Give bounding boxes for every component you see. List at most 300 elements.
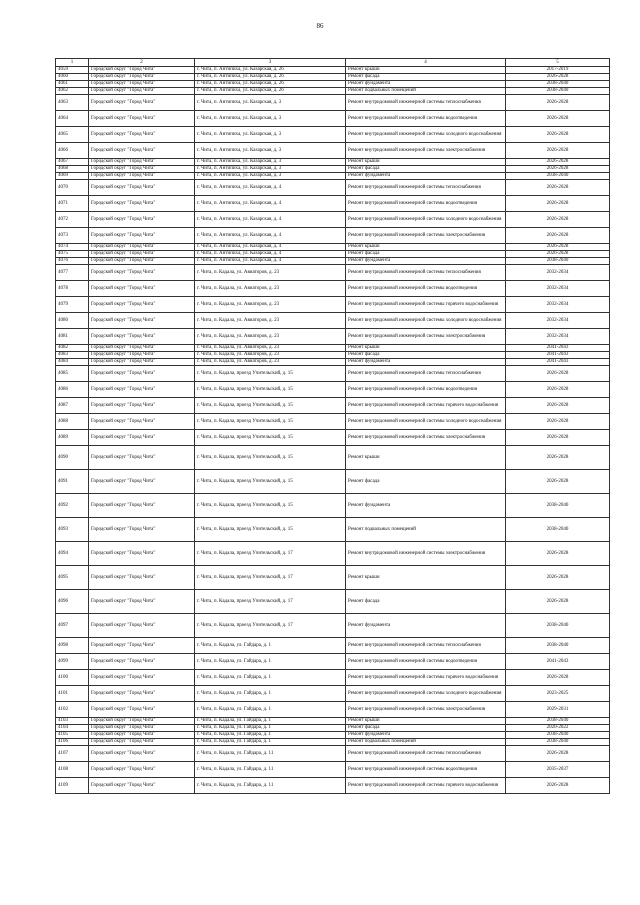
address-cell: г. Чита, п. Кадала, проезд Учительский, д. 17	[195, 542, 346, 566]
address-cell: г. Чита, п. Кадала, ул. Гайдара, д. 1	[195, 702, 346, 718]
address-cell: г. Чита, п. Кадала, ул. Гайдара, д. 11	[195, 778, 346, 794]
period-cell: 2026-2028	[506, 542, 610, 566]
work-type-cell: Ремонт фасада	[346, 166, 506, 173]
table-row	[56, 159, 610, 166]
table-row	[56, 590, 610, 614]
column-number: 1	[56, 59, 89, 67]
table-row	[56, 446, 610, 470]
table-row	[56, 762, 610, 778]
column-number-row	[56, 59, 610, 67]
work-type-cell: Ремонт внутридомовой инженерной системы электроснабжения	[346, 228, 506, 244]
period-cell: 2026-2028	[506, 111, 610, 127]
record-number-cell: 4067	[56, 159, 89, 166]
table-row	[56, 313, 610, 329]
record-number-cell: 4063	[56, 95, 89, 111]
table-row	[56, 329, 610, 345]
record-number-cell: 4106	[56, 739, 89, 746]
table-row	[56, 398, 610, 414]
period-cell: 2026-2028	[506, 166, 610, 173]
record-number-cell: 4069	[56, 173, 89, 180]
work-type-cell: Ремонт фундамента	[346, 614, 506, 638]
record-number-cell: 4087	[56, 398, 89, 414]
record-number-cell: 4092	[56, 494, 89, 518]
period-cell: 2026-2028	[506, 590, 610, 614]
record-number-cell: 4101	[56, 686, 89, 702]
work-type-cell: Ремонт внутридомовой инженерной системы холодного водоснабжения	[346, 686, 506, 702]
municipality-cell: Городской округ "Город Чита"	[89, 566, 195, 590]
table-row	[56, 251, 610, 258]
municipality-cell: Городской округ "Город Чита"	[89, 127, 195, 143]
municipality-cell: Городской округ "Город Чита"	[89, 228, 195, 244]
table-row	[56, 228, 610, 244]
period-cell: 2026-2028	[506, 470, 610, 494]
table-row	[56, 732, 610, 739]
work-type-cell: Ремонт внутридомовой инженерной системы водоотведения	[346, 281, 506, 297]
work-type-cell: Ремонт внутридомовой инженерной системы горячего водоснабжения	[346, 297, 506, 313]
period-cell: 2026-2028	[506, 159, 610, 166]
municipality-cell: Городской округ "Город Чита"	[89, 762, 195, 778]
table-row	[56, 258, 610, 265]
period-cell: 2026-2028	[506, 74, 610, 81]
work-type-cell: Ремонт фундамента	[346, 258, 506, 265]
period-cell: 2026-2028	[506, 746, 610, 762]
address-cell: г. Чита, п. Кадала, ул. Гайдара, д. 1	[195, 654, 346, 670]
work-type-cell: Ремонт фундамента	[346, 81, 506, 88]
record-number-cell: 4064	[56, 111, 89, 127]
period-cell: 2026-2028	[506, 143, 610, 159]
record-number-cell: 4107	[56, 746, 89, 762]
municipality-cell: Городской округ "Город Чита"	[89, 329, 195, 345]
work-type-cell: Ремонт внутридомовой инженерной системы горячего водоснабжения	[346, 670, 506, 686]
municipality-cell: Городской округ "Город Чита"	[89, 638, 195, 654]
record-number-cell: 4072	[56, 212, 89, 228]
period-cell: 2032-2034	[506, 281, 610, 297]
work-type-cell: Ремонт внутридомовой инженерной системы холодного водоснабжения	[346, 313, 506, 329]
period-cell: 2026-2028	[506, 670, 610, 686]
period-cell: 2026-2028	[506, 430, 610, 446]
period-cell: 2032-2034	[506, 313, 610, 329]
work-type-cell: Ремонт внутридомовой инженерной системы электроснабжения	[346, 143, 506, 159]
work-type-cell: Ремонт внутридомовой инженерной системы электроснабжения	[346, 702, 506, 718]
record-number-cell: 4082	[56, 345, 89, 352]
address-cell: г. Чита, п. Кадала, проезд Учительский, д. 15	[195, 430, 346, 446]
municipality-cell: Городской округ "Город Чита"	[89, 494, 195, 518]
record-number-cell: 4105	[56, 732, 89, 739]
municipality-cell: Городской округ "Город Чита"	[89, 313, 195, 329]
column-number: 3	[195, 59, 346, 67]
municipality-cell: Городской округ "Город Чита"	[89, 518, 195, 542]
work-type-cell: Ремонт фасада	[346, 725, 506, 732]
table-row	[56, 518, 610, 542]
address-cell: г. Чита, п. Антипиха, ул. Казарская, д. 3	[195, 159, 346, 166]
table-row	[56, 95, 610, 111]
work-type-cell: Ремонт крыши	[346, 566, 506, 590]
municipality-cell: Городской округ "Город Чита"	[89, 159, 195, 166]
table-row	[56, 638, 610, 654]
period-cell: 2038-2040	[506, 494, 610, 518]
table-row	[56, 430, 610, 446]
record-number-cell: 4102	[56, 702, 89, 718]
record-number-cell: 4060	[56, 74, 89, 81]
record-number-cell: 4089	[56, 430, 89, 446]
address-cell: г. Чита, п. Кадала, ул. Гайдара, д. 1	[195, 638, 346, 654]
table-row	[56, 166, 610, 173]
address-cell: г. Чита, п. Антипиха, ул. Казарская, д. 4	[195, 212, 346, 228]
period-cell: 2026-2028	[506, 228, 610, 244]
address-cell: г. Чита, п. Кадала, ул. Гайдара, д. 1	[195, 739, 346, 746]
work-type-cell: Ремонт внутридомовой инженерной системы холодного водоснабжения	[346, 212, 506, 228]
work-type-cell: Ремонт фундамента	[346, 173, 506, 180]
table-row	[56, 470, 610, 494]
record-number-cell: 4096	[56, 590, 89, 614]
municipality-cell: Городской округ "Город Чита"	[89, 352, 195, 359]
page-number: 86	[316, 22, 324, 30]
address-cell: г. Чита, п. Кадала, проезд Учительский, д. 17	[195, 566, 346, 590]
work-type-cell: Ремонт внутридомовой инженерной системы горячего водоснабжения	[346, 778, 506, 794]
municipality-cell: Городской округ "Город Чита"	[89, 470, 195, 494]
table-row	[56, 739, 610, 746]
record-number-cell: 4070	[56, 180, 89, 196]
municipality-cell: Городской округ "Город Чита"	[89, 414, 195, 430]
table-row	[56, 67, 610, 74]
period-cell: 2035-2037	[506, 762, 610, 778]
work-type-cell: Ремонт внутридомовой инженерной системы водоотведения	[346, 196, 506, 212]
period-cell: 2038-2040	[506, 81, 610, 88]
address-cell: г. Чита, п. Кадала, проезд Учительский, д. 15	[195, 446, 346, 470]
record-number-cell: 4076	[56, 258, 89, 265]
table-row	[56, 81, 610, 88]
municipality-cell: Городской округ "Город Чита"	[89, 718, 195, 725]
municipality-cell: Городской округ "Город Чита"	[89, 345, 195, 352]
table-row	[56, 778, 610, 794]
address-cell: г. Чита, п. Антипиха, ул. Казарская, д. 3	[195, 173, 346, 180]
period-cell: 2038-2040	[506, 732, 610, 739]
period-cell: 2032-2034	[506, 329, 610, 345]
record-number-cell: 4071	[56, 196, 89, 212]
table-row	[56, 686, 610, 702]
work-type-cell: Ремонт крыши	[346, 159, 506, 166]
address-cell: г. Чита, п. Антипиха, ул. Казарская, д. 26	[195, 74, 346, 81]
period-cell: 2026-2028	[506, 566, 610, 590]
record-number-cell: 4068	[56, 166, 89, 173]
address-cell: г. Чита, п. Кадала, проезд Учительский, д. 15	[195, 414, 346, 430]
municipality-cell: Городской округ "Город Чита"	[89, 590, 195, 614]
municipality-cell: Городской округ "Город Чита"	[89, 382, 195, 398]
address-cell: г. Чита, п. Кадала, ул. Авиаторов, д. 23	[195, 265, 346, 281]
work-type-cell: Ремонт внутридомовой инженерной системы электроснабжения	[346, 430, 506, 446]
municipality-cell: Городской округ "Город Чита"	[89, 398, 195, 414]
table-row	[56, 281, 610, 297]
municipality-cell: Городской округ "Город Чита"	[89, 542, 195, 566]
period-cell: 2038-2040	[506, 258, 610, 265]
municipality-cell: Городской округ "Город Чита"	[89, 359, 195, 366]
work-type-cell: Ремонт крыши	[346, 446, 506, 470]
period-cell: 2026-2028	[506, 366, 610, 382]
address-cell: г. Чита, п. Кадала, проезд Учительский, д. 15	[195, 366, 346, 382]
period-cell: 2041-2043	[506, 345, 610, 352]
municipality-cell: Городской округ "Город Чита"	[89, 180, 195, 196]
period-cell: 2041-2043	[506, 352, 610, 359]
period-cell: 2032-2034	[506, 297, 610, 313]
address-cell: г. Чита, п. Кадала, ул. Авиаторов, д. 23	[195, 359, 346, 366]
address-cell: г. Чита, п. Кадала, проезд Учительский, д. 15	[195, 398, 346, 414]
table-row	[56, 670, 610, 686]
work-type-cell: Ремонт внутридомовой инженерной системы теплоснабжения	[346, 265, 506, 281]
municipality-cell: Городской округ "Город Чита"	[89, 430, 195, 446]
record-number-cell: 4093	[56, 518, 89, 542]
address-cell: г. Чита, п. Кадала, проезд Учительский, д. 15	[195, 382, 346, 398]
period-cell: 2026-2028	[506, 180, 610, 196]
work-type-cell: Ремонт подвальных помещений	[346, 518, 506, 542]
record-number-cell: 4059	[56, 67, 89, 74]
record-number-cell: 4075	[56, 251, 89, 258]
address-cell: г. Чита, п. Кадала, проезд Учительский, д. 17	[195, 614, 346, 638]
work-type-cell: Ремонт внутридомовой инженерной системы водоотведения	[346, 762, 506, 778]
municipality-cell: Городской округ "Город Чита"	[89, 265, 195, 281]
table-row	[56, 746, 610, 762]
work-type-cell: Ремонт крыши	[346, 718, 506, 725]
municipality-cell: Городской округ "Город Чита"	[89, 166, 195, 173]
municipality-cell: Городской округ "Город Чита"	[89, 81, 195, 88]
address-cell: г. Чита, п. Кадала, ул. Гайдара, д. 1	[195, 686, 346, 702]
table-row	[56, 196, 610, 212]
address-cell: г. Чита, п. Кадала, ул. Гайдара, д. 1	[195, 732, 346, 739]
municipality-cell: Городской округ "Город Чита"	[89, 366, 195, 382]
record-number-cell: 4103	[56, 718, 89, 725]
column-number: 2	[89, 59, 195, 67]
municipality-cell: Городской округ "Город Чита"	[89, 244, 195, 251]
address-cell: г. Чита, п. Антипиха, ул. Казарская, д. 4	[195, 251, 346, 258]
municipality-cell: Городской округ "Город Чита"	[89, 702, 195, 718]
record-number-cell: 4086	[56, 382, 89, 398]
period-cell: 2032-2034	[506, 265, 610, 281]
municipality-cell: Городской округ "Город Чита"	[89, 95, 195, 111]
work-type-cell: Ремонт крыши	[346, 244, 506, 251]
table-row	[56, 566, 610, 590]
record-number-cell: 4097	[56, 614, 89, 638]
municipality-cell: Городской округ "Город Чита"	[89, 111, 195, 127]
address-cell: г. Чита, п. Кадала, проезд Учительский, д. 17	[195, 590, 346, 614]
address-cell: г. Чита, п. Антипиха, ул. Казарская, д. 3	[195, 111, 346, 127]
table-row	[56, 345, 610, 352]
address-cell: г. Чита, п. Кадала, проезд Учительский, д. 15	[195, 470, 346, 494]
table-row	[56, 297, 610, 313]
work-type-cell: Ремонт внутридомовой инженерной системы теплоснабжения	[346, 180, 506, 196]
record-number-cell: 4088	[56, 414, 89, 430]
period-cell: 2038-2040	[506, 638, 610, 654]
address-cell: г. Чита, п. Антипиха, ул. Казарская, д. 3	[195, 166, 346, 173]
address-cell: г. Чита, п. Кадала, ул. Авиаторов, д. 23	[195, 329, 346, 345]
record-number-cell: 4083	[56, 352, 89, 359]
period-cell: 2026-2028	[506, 398, 610, 414]
municipality-cell: Городской округ "Город Чита"	[89, 446, 195, 470]
address-cell: г. Чита, п. Антипиха, ул. Казарская, д. 4	[195, 228, 346, 244]
municipality-cell: Городской округ "Город Чита"	[89, 778, 195, 794]
address-cell: г. Чита, п. Антипиха, ул. Казарская, д. 4	[195, 244, 346, 251]
period-cell: 2038-2040	[506, 88, 610, 95]
municipality-cell: Городской округ "Город Чита"	[89, 67, 195, 74]
table-row	[56, 173, 610, 180]
record-number-cell: 4073	[56, 228, 89, 244]
municipality-cell: Городской округ "Город Чита"	[89, 746, 195, 762]
municipality-cell: Городской округ "Город Чита"	[89, 670, 195, 686]
work-type-cell: Ремонт фундамента	[346, 359, 506, 366]
work-type-cell: Ремонт внутридомовой инженерной системы горячего водоснабжения	[346, 398, 506, 414]
period-cell: 2038-2040	[506, 173, 610, 180]
period-cell: 2026-2028	[506, 778, 610, 794]
record-number-cell: 4084	[56, 359, 89, 366]
municipality-cell: Городской округ "Город Чита"	[89, 74, 195, 81]
period-cell: 2020-2022	[506, 725, 610, 732]
work-type-cell: Ремонт внутридомовой инженерной системы холодного водоснабжения	[346, 414, 506, 430]
record-number-cell: 4079	[56, 297, 89, 313]
column-number: 5	[506, 59, 610, 67]
work-type-cell: Ремонт крыши	[346, 345, 506, 352]
work-type-cell: Ремонт фасада	[346, 74, 506, 81]
municipality-cell: Городской округ "Город Чита"	[89, 732, 195, 739]
column-number: 4	[346, 59, 506, 67]
work-type-cell: Ремонт внутридомовой инженерной системы холодного водоснабжения	[346, 127, 506, 143]
address-cell: г. Чита, п. Кадала, проезд Учительский, д. 15	[195, 494, 346, 518]
address-cell: г. Чита, п. Антипиха, ул. Казарская, д. 3	[195, 143, 346, 159]
record-number-cell: 4091	[56, 470, 89, 494]
work-type-cell: Ремонт внутридомовой инженерной системы водоотведения	[346, 654, 506, 670]
record-number-cell: 4077	[56, 265, 89, 281]
record-number-cell: 4066	[56, 143, 89, 159]
table-row	[56, 494, 610, 518]
address-cell: г. Чита, п. Кадала, ул. Гайдара, д. 11	[195, 762, 346, 778]
table-row	[56, 74, 610, 81]
table-row	[56, 542, 610, 566]
work-type-cell: Ремонт подвальных помещений	[346, 739, 506, 746]
record-number-cell: 4109	[56, 778, 89, 794]
period-cell: 2038-2040	[506, 518, 610, 542]
municipality-cell: Городской округ "Город Чита"	[89, 614, 195, 638]
record-number-cell: 4074	[56, 244, 89, 251]
address-cell: г. Чита, п. Антипиха, ул. Казарская, д. 26	[195, 88, 346, 95]
municipality-cell: Городской округ "Город Чита"	[89, 88, 195, 95]
work-type-cell: Ремонт подвальных помещений	[346, 88, 506, 95]
address-cell: г. Чита, п. Кадала, ул. Гайдара, д. 11	[195, 746, 346, 762]
period-cell: 2041-2043	[506, 654, 610, 670]
address-cell: г. Чита, п. Антипиха, ул. Казарская, д. 26	[195, 81, 346, 88]
address-cell: г. Чита, п. Кадала, ул. Авиаторов, д. 23	[195, 313, 346, 329]
period-cell: 2026-2028	[506, 212, 610, 228]
address-cell: г. Чита, п. Кадала, ул. Гайдара, д. 1	[195, 725, 346, 732]
municipality-cell: Городской округ "Город Чита"	[89, 654, 195, 670]
record-number-cell: 4081	[56, 329, 89, 345]
period-cell: 2026-2028	[506, 446, 610, 470]
work-type-cell: Ремонт фундамента	[346, 494, 506, 518]
municipality-cell: Городской округ "Город Чита"	[89, 739, 195, 746]
address-cell: г. Чита, п. Кадала, ул. Гайдара, д. 1	[195, 670, 346, 686]
record-number-cell: 4099	[56, 654, 89, 670]
table-row	[56, 143, 610, 159]
record-number-cell: 4078	[56, 281, 89, 297]
table-row	[56, 382, 610, 398]
period-cell: 2041-2043	[506, 359, 610, 366]
record-number-cell: 4094	[56, 542, 89, 566]
record-number-cell: 4085	[56, 366, 89, 382]
address-cell: г. Чита, п. Антипиха, ул. Казарская, д. 4	[195, 196, 346, 212]
work-type-cell: Ремонт внутридомовой инженерной системы электроснабжения	[346, 329, 506, 345]
work-type-cell: Ремонт внутридомовой инженерной системы теплоснабжения	[346, 746, 506, 762]
record-number-cell: 4062	[56, 88, 89, 95]
period-cell: 2026-2028	[506, 251, 610, 258]
table-row	[56, 212, 610, 228]
record-number-cell: 4100	[56, 670, 89, 686]
period-cell: 2038-2040	[506, 739, 610, 746]
record-number-cell: 4095	[56, 566, 89, 590]
address-cell: г. Чита, п. Антипиха, ул. Казарская, д. 3	[195, 95, 346, 111]
record-number-cell: 4090	[56, 446, 89, 470]
period-cell: 2038-2040	[506, 718, 610, 725]
table-row	[56, 414, 610, 430]
table-row	[56, 725, 610, 732]
address-cell: г. Чита, п. Кадала, проезд Учительский, д. 15	[195, 518, 346, 542]
work-type-cell: Ремонт фундамента	[346, 732, 506, 739]
work-type-cell: Ремонт внутридомовой инженерной системы теплоснабжения	[346, 366, 506, 382]
period-cell: 2026-2028	[506, 244, 610, 251]
work-type-cell: Ремонт фасада	[346, 590, 506, 614]
table-row	[56, 366, 610, 382]
address-cell: г. Чита, п. Кадала, ул. Авиаторов, д. 23	[195, 297, 346, 313]
period-cell: 2026-2028	[506, 382, 610, 398]
work-type-cell: Ремонт фасада	[346, 470, 506, 494]
work-type-cell: Ремонт внутридомовой инженерной системы электроснабжения	[346, 542, 506, 566]
municipality-cell: Городской округ "Город Чита"	[89, 686, 195, 702]
record-number-cell: 4108	[56, 762, 89, 778]
table-row	[56, 614, 610, 638]
municipality-cell: Городской округ "Город Чита"	[89, 212, 195, 228]
period-cell: 2023-2025	[506, 686, 610, 702]
table-body	[56, 59, 610, 794]
municipality-cell: Городской округ "Город Чита"	[89, 251, 195, 258]
municipality-cell: Городской округ "Город Чита"	[89, 258, 195, 265]
municipality-cell: Городской округ "Город Чита"	[89, 143, 195, 159]
record-number-cell: 4104	[56, 725, 89, 732]
record-number-cell: 4098	[56, 638, 89, 654]
municipality-cell: Городской округ "Город Чита"	[89, 297, 195, 313]
work-type-cell: Ремонт внутридомовой инженерной системы теплоснабжения	[346, 95, 506, 111]
period-cell: 2026-2028	[506, 95, 610, 111]
work-type-cell: Ремонт внутридомовой инженерной системы водоотведения	[346, 382, 506, 398]
table-row	[56, 359, 610, 366]
work-type-cell: Ремонт внутридомовой инженерной системы водоотведения	[346, 111, 506, 127]
address-cell: г. Чита, п. Антипиха, ул. Казарская, д. 4	[195, 180, 346, 196]
address-cell: г. Чита, п. Антипиха, ул. Казарская, д. 3	[195, 127, 346, 143]
table-row	[56, 352, 610, 359]
address-cell: г. Чита, п. Антипиха, ул. Казарская, д. 26	[195, 67, 346, 74]
table-row	[56, 265, 610, 281]
period-cell: 2017-2019	[506, 67, 610, 74]
table-row	[56, 127, 610, 143]
table-row	[56, 180, 610, 196]
record-number-cell: 4080	[56, 313, 89, 329]
period-cell: 2026-2028	[506, 127, 610, 143]
work-type-cell: Ремонт крыши	[346, 67, 506, 74]
period-cell: 2029-2031	[506, 702, 610, 718]
table-row	[56, 244, 610, 251]
record-number-cell: 4065	[56, 127, 89, 143]
work-type-cell: Ремонт фасада	[346, 352, 506, 359]
record-number-cell: 4061	[56, 81, 89, 88]
work-type-cell: Ремонт внутридомовой инженерной системы теплоснабжения	[346, 638, 506, 654]
period-cell: 2038-2040	[506, 614, 610, 638]
table-row	[56, 88, 610, 95]
address-cell: г. Чита, п. Кадала, ул. Авиаторов, д. 23	[195, 345, 346, 352]
address-cell: г. Чита, п. Кадала, ул. Авиаторов, д. 23	[195, 352, 346, 359]
